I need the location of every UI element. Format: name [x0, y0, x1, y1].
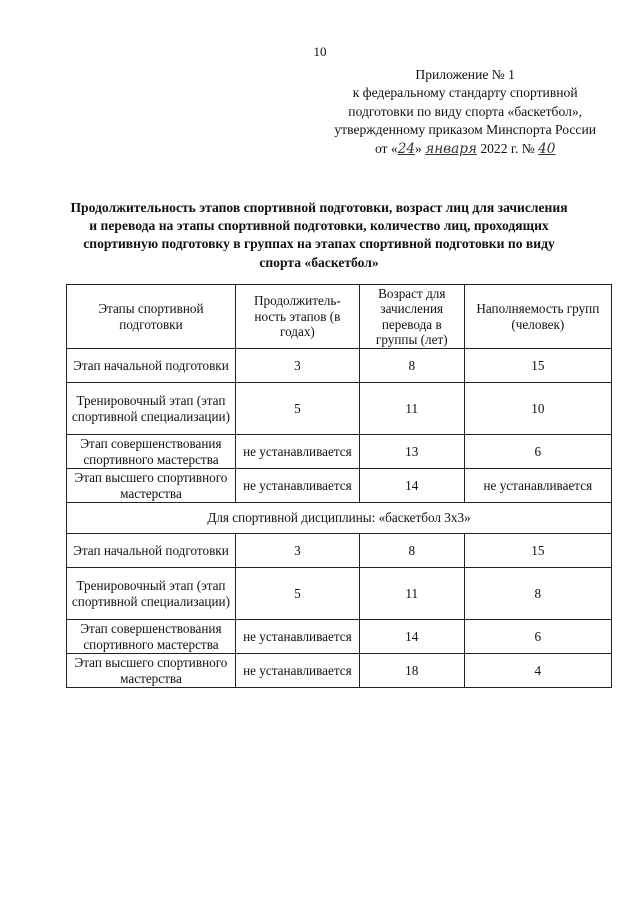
handwritten-month: января [425, 140, 477, 157]
cell-stage: Тренировочный этап (этап спортивной специализации) [67, 568, 236, 620]
cell-duration: 5 [235, 383, 359, 435]
cell-duration: не устанавливается [235, 435, 359, 469]
cell-group-size: 4 [464, 654, 611, 688]
cell-duration: 5 [235, 568, 359, 620]
appendix-title: Приложение № 1 [415, 67, 515, 82]
cell-duration: не устанавливается [235, 620, 359, 654]
cell-age: 14 [359, 620, 464, 654]
table-header-row [67, 285, 612, 349]
cell-age: 8 [359, 349, 464, 383]
table-row [67, 654, 612, 688]
cell-group-size: 6 [464, 435, 611, 469]
cell-stage: Этап высшего спортивного мастерства [67, 654, 236, 688]
appendix-line: утвержденному приказом Минспорта России [334, 122, 596, 138]
appendix-line: к федеральному стандарту спортивной [352, 85, 578, 101]
stages-table [66, 284, 612, 688]
year-text: 2022 г. № [480, 140, 535, 156]
handwritten-day: 24 [397, 140, 416, 157]
header-duration: Продолжитель- ность этапов (в годах) [235, 285, 359, 349]
date-prefix: от « [374, 140, 398, 156]
date-mid: » [415, 140, 422, 156]
cell-stage: Этап начальной подготовки [67, 349, 236, 383]
header-age: Возраст для зачисления перевода в группы (лет) [359, 285, 464, 349]
cell-stage: Этап совершенствования спортивного мастерства [67, 620, 236, 654]
header-stage: Этапы спортивной подготовки [67, 285, 236, 349]
cell-age: 14 [359, 469, 464, 503]
cell-stage: Этап совершенствования спортивного мастерства [67, 435, 236, 469]
cell-age: 11 [359, 383, 464, 435]
cell-group-size: 15 [464, 349, 611, 383]
table-row [67, 534, 612, 568]
cell-duration: не устанавливается [235, 469, 359, 503]
table-row [67, 620, 612, 654]
cell-group-size: 6 [464, 620, 611, 654]
cell-stage: Этап начальной подготовки [67, 534, 236, 568]
table-row [67, 568, 612, 620]
cell-group-size: 15 [464, 534, 611, 568]
cell-age: 8 [359, 534, 464, 568]
section-title: Для спортивной дисциплины: «баскетбол 3x3» [67, 503, 612, 534]
cell-age: 11 [359, 568, 464, 620]
page-number: 10 [313, 44, 327, 59]
cell-group-size: 8 [464, 568, 611, 620]
cell-age: 13 [359, 435, 464, 469]
cell-stage: Тренировочный этап (этап спортивной специализации) [67, 383, 236, 435]
cell-group-size: не устанавливается [464, 469, 611, 503]
appendix-line: подготовки по виду спорта «баскетбол», [348, 103, 583, 119]
document-title: Продолжительность этапов спортивной подготовки, возраст лиц для зачисления и перевода на этапы спортивной подготовки, количество лиц, проходящих спортивную подготовку в группах на этапах спортивной подготовки по виду спорта «баскетбол» [70, 200, 568, 270]
header-group-size: Наполняемость групп (человек) [464, 285, 611, 349]
cell-stage: Этап высшего спортивного мастерства [67, 469, 236, 503]
table-row [67, 435, 612, 469]
appendix-block [334, 66, 596, 158]
section-row [67, 503, 612, 534]
table-row [67, 383, 612, 435]
cell-duration: не устанавливается [235, 654, 359, 688]
appendix-date-line [334, 140, 596, 158]
table-row [67, 469, 612, 503]
cell-group-size: 10 [464, 383, 611, 435]
handwritten-number: 40 [538, 140, 556, 157]
cell-duration: 3 [235, 349, 359, 383]
cell-duration: 3 [235, 534, 359, 568]
cell-age: 18 [359, 654, 464, 688]
table-row [67, 349, 612, 383]
